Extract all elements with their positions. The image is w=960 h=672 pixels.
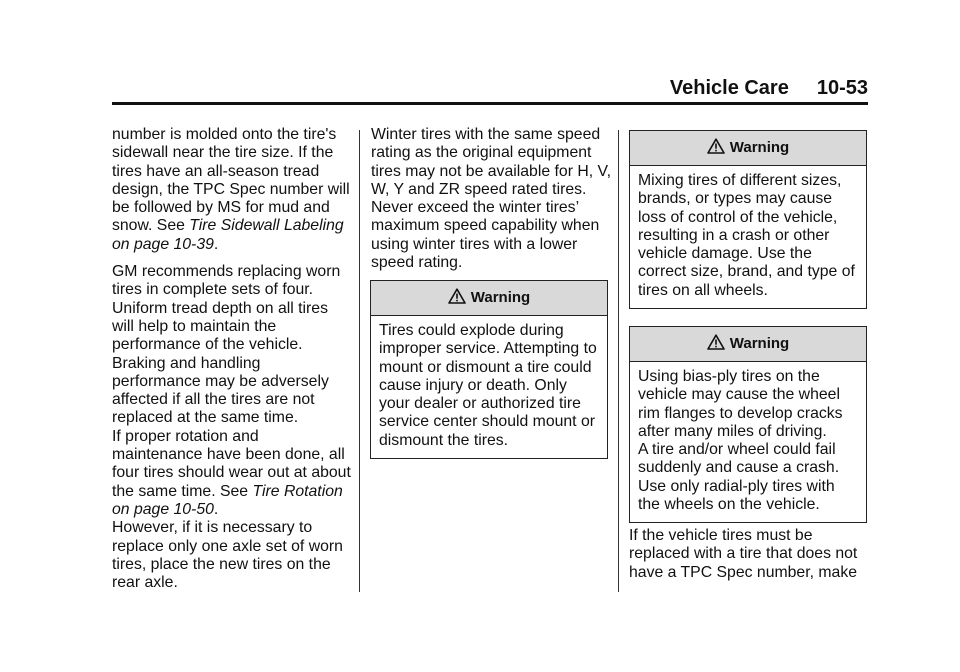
paragraph-winter-tires: Winter tires with the same speed rating as the original equipment tires may not be available for H, V, W, Y and ZR speed rated tires. Never exceed the winter tires’ maximum speed capability when using winter tires with a lower speed rating. — [371, 126, 611, 272]
warning-box-mixing-tires — [629, 130, 867, 309]
warning-triangle-icon — [707, 138, 725, 154]
paragraph-text: If proper rotation and maintenance have been done, all four tires should wear out at about the same time. See — [112, 427, 351, 500]
column-2 — [371, 126, 611, 272]
warning-triangle-icon — [448, 288, 466, 304]
paragraph-rotation — [112, 428, 352, 519]
warning-body — [630, 362, 866, 522]
paragraph-end: . — [213, 500, 219, 518]
warning-header — [630, 327, 866, 362]
column-divider-right — [618, 130, 619, 592]
warning-body: Tires could explode during improper service. Attempting to mount or dismount a tire could cause injury or death. Only your dealer or authorized tire service center should mount or dismount the tires. — [379, 322, 597, 449]
warning-header — [630, 131, 866, 166]
paragraph-rear-axle: However, if it is necessary to replace only one axle set of worn tires, place the new tires on the rear axle. — [112, 519, 343, 592]
header-rule — [112, 102, 868, 105]
warning-box-explode — [370, 280, 608, 459]
section-title: Vehicle Care — [669, 77, 789, 99]
link-tire-sidewall-labeling[interactable]: Tire Sidewall Labeling on page 10-39 — [112, 217, 344, 253]
warning-title: Warning — [729, 335, 790, 352]
paragraph-replacing-tires: GM recommends replacing worn tires in complete sets of four. Uniform tread depth on all tires will help to maintain the performance of the vehicle. Braking and handling performance may be adversely affected if all the tires are not replaced at the same time. — [112, 263, 341, 427]
warning-triangle-icon — [707, 334, 725, 350]
page-header — [0, 76, 868, 100]
warning-title: Warning — [729, 139, 790, 156]
paragraph-tpc-replacement: If the vehicle tires must be replaced with a tire that does not have a TPC Spec number, make — [629, 527, 858, 581]
warning-body-part-1: Using bias-ply tires on the vehicle may cause the wheel rim flanges to develop cracks after many miles of driving. — [638, 368, 843, 440]
warning-title: Warning — [470, 289, 531, 306]
paragraph-text: number is molded onto the tire's sidewall near the tire size. If the tires have an all-season tread design, the TPC Spec number will be followed by MS for mud and snow. See — [112, 126, 350, 235]
warning-body-part-2: A tire and/or wheel could fail suddenly and cause a crash. Use only radial-ply tires with the wheels on the vehicle. — [638, 441, 840, 514]
link-tire-rotation[interactable]: Tire Rotation on page 10-50 — [112, 482, 343, 518]
paragraph-tpc-spec — [112, 126, 352, 254]
column-divider-left — [359, 130, 360, 592]
column-1 — [112, 126, 352, 592]
paragraph-end: . — [213, 235, 219, 253]
warning-body: Mixing tires of different sizes, brands, or types may cause loss of control of the vehicle, resulting in a crash or other vehicle damage. Use the correct size, brand, and type of tires on all wheels. — [638, 172, 855, 299]
page-number: 10-53 — [816, 77, 868, 99]
column-3-text — [629, 527, 869, 582]
warning-box-bias-ply — [629, 326, 867, 523]
warning-header — [371, 281, 607, 316]
